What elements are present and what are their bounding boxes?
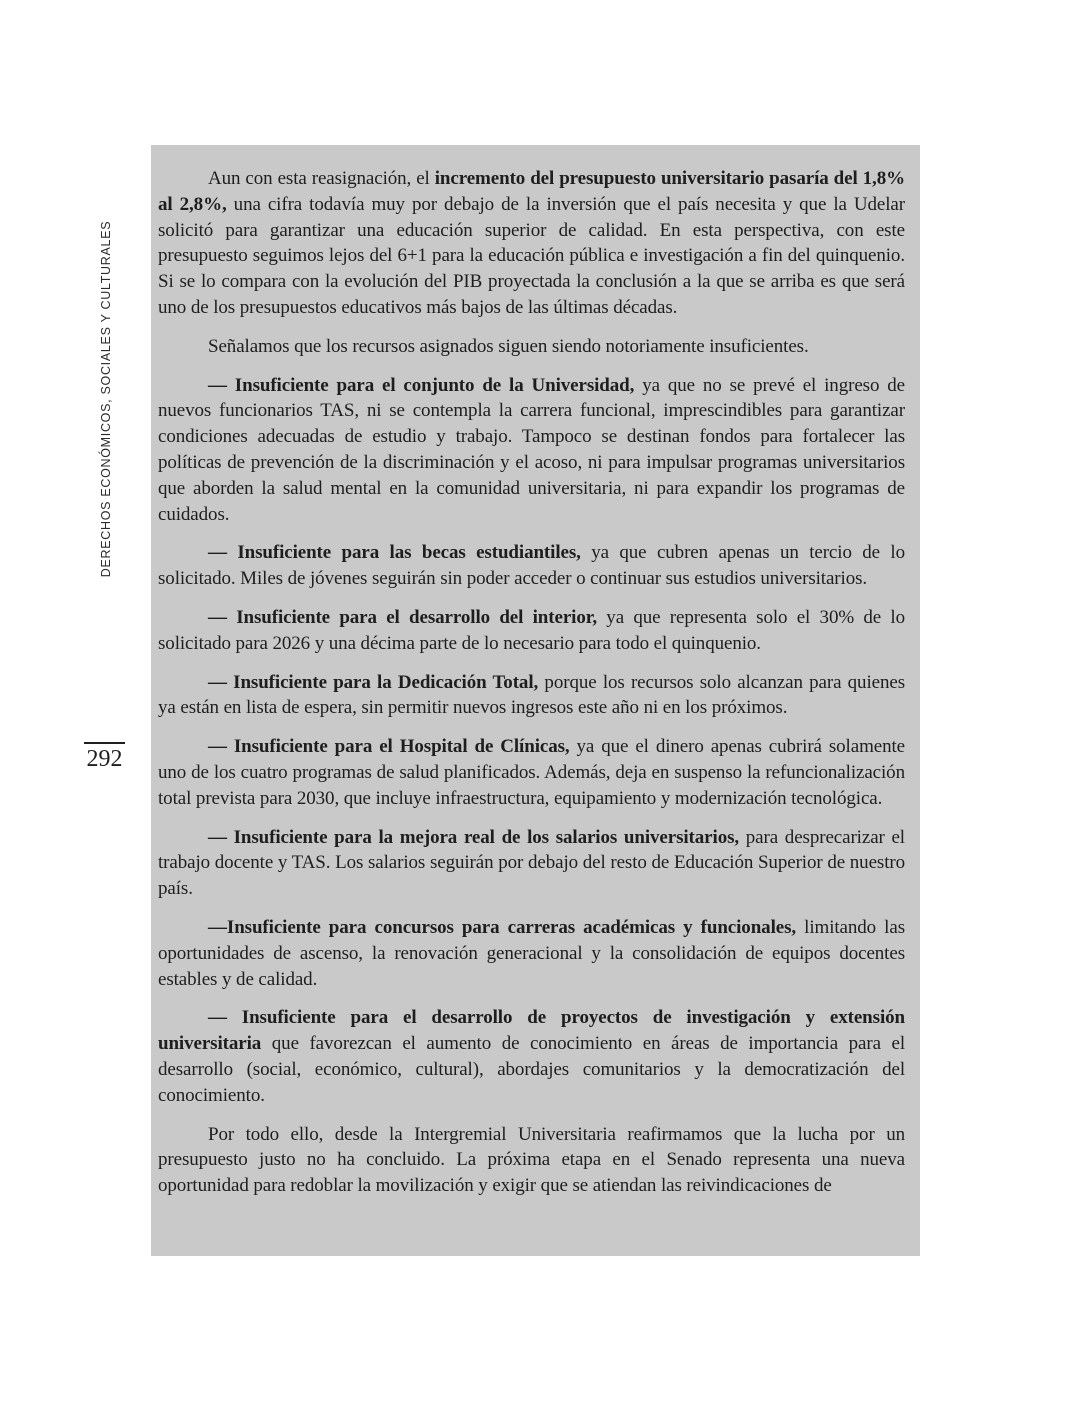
paragraph-bold-segment: — Insuficiente para la Dedicación Total,	[208, 671, 539, 693]
paragraph-bold-segment: —Insuficiente para concursos para carreras académicas y funcionales,	[208, 916, 797, 938]
paragraph	[158, 670, 905, 722]
page-number: 292	[86, 746, 123, 772]
paragraph	[158, 166, 905, 321]
paragraph	[158, 373, 905, 528]
paragraph-text-segment: que favorezcan el aumento de conocimiento en áreas de importancia para el desarrollo (social, económico, cultural), abordajes comunitarios y la democratización del conocimiento.	[158, 1033, 905, 1106]
paragraph	[158, 605, 905, 657]
paragraph-bold-segment: — Insuficiente para el desarrollo del interior,	[208, 606, 597, 628]
paragraph	[158, 915, 905, 992]
paragraph-bold-segment: — Insuficiente para el Hospital de Clínicas,	[208, 736, 570, 758]
paragraph-text-segment: Por todo ello, desde la Intergremial Universitaria reafirmamos que la lucha por un presupuesto justo no ha concluido. La próxima etapa en el Senado representa una nueva oportunidad para redoblar la movilización y exigir que se atiendan las reivindicaciones de	[158, 1123, 905, 1197]
paragraph-bold-segment: — Insuficiente para el conjunto de la Universidad,	[208, 374, 635, 396]
paragraph	[158, 334, 905, 360]
paragraph	[158, 734, 905, 811]
paragraph	[158, 540, 905, 592]
paragraph-text-segment: Señalamos que los recursos asignados siguen siendo notoriamente insuficientes.	[208, 335, 809, 357]
paragraph-bold-segment: — Insuficiente para las becas estudiantiles,	[208, 542, 581, 564]
paragraph	[158, 1005, 905, 1108]
paragraph-text-segment: para desprecarizar el trabajo docente y TAS. Los salarios seguirán por debajo del resto de Educación Superior de nuestro país.	[158, 826, 905, 900]
paragraph-bold-segment: — Insuficiente para la mejora real de los salarios universitarios,	[208, 826, 740, 848]
paragraph-text-segment: Aun con esta reasignación, el	[208, 168, 435, 189]
content-panel	[151, 145, 920, 1256]
sidebar-vertical-title: DERECHOS ECONÓMICOS, SOCIALES Y CULTURALES	[99, 220, 113, 578]
paragraph-bold-segment: incremento del presupuesto universitario pasaría del 1,8% al 2,8%,	[158, 168, 905, 215]
document-body	[158, 166, 905, 1199]
paragraph-text-segment: ya que cubren apenas un tercio de lo solicitado. Miles de jóvenes seguirán sin poder acceder o continuar sus estudios universitarios.	[158, 542, 905, 590]
page-number-block	[84, 742, 125, 772]
paragraph-text-segment: ya que no se prevé el ingreso de nuevos funcionarios TAS, ni se contempla la carrera funcional, imprescindibles para garantizar condiciones adecuadas de estudio y trabajo. Tampoco se destinan fondos para fortalecer las políticas de prevención de la discriminación y el acoso, ni para impulsar programas universitarios que aborden la salud mental en la comunidad universitaria, ni para expandir los programas de cuidados.	[158, 374, 905, 525]
paragraph-bold-segment: — Insuficiente para el desarrollo de proyectos de investigación y extensión universitaria	[158, 1007, 905, 1055]
paragraph-text-segment: ya que el dinero apenas cubrirá solamente uno de los cuatro programas de salud planificados. Además, deja en suspenso la refuncionalización total prevista para 2030, que incluye infraestructura, equipamiento y modernización tecnológica.	[158, 736, 905, 809]
paragraph-text-segment: porque los recursos solo alcanzan para quienes ya están en lista de espera, sin permitir nuevos ingresos este año ni en los próximos.	[158, 671, 905, 719]
paragraph	[158, 825, 905, 902]
paragraph-text-segment: una cifra todavía muy por debajo de la inversión que el país necesita y que la Udelar solicitó para garantizar una educación superior de calidad. En esta perspectiva, con este presupuesto seguimos lejos del 6+1 para la educación pública e investigación a fin del quinquenio. Si se lo compara con la evolución del PIB proyectada la conclusión a la que se arriba es que será uno de los presupuestos educativos más bajos de las últimas décadas.	[158, 193, 905, 318]
paragraph	[158, 1122, 905, 1199]
paragraph-text-segment: limitando las oportunidades de ascenso, la renovación generacional y la consolidación de equipos docentes estables y de calidad.	[158, 916, 905, 990]
paragraph-text-segment: ya que representa solo el 30% de lo solicitado para 2026 y una décima parte de lo necesario para todo el quinquenio.	[158, 606, 906, 654]
